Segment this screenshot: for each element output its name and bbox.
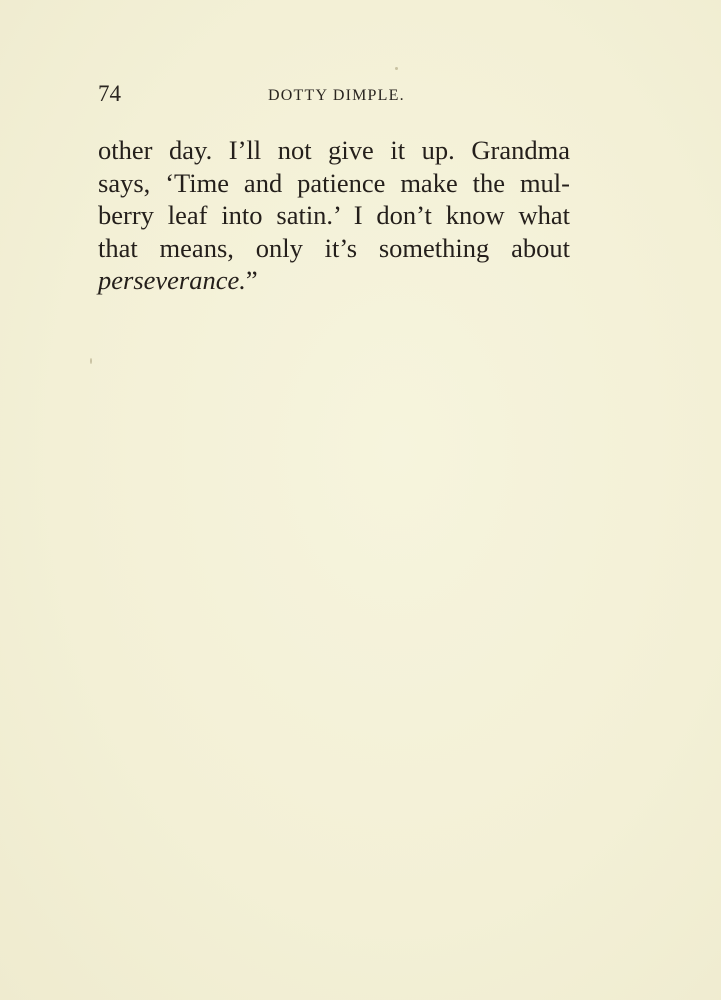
text-line: other day. I’ll not give it up. Grandma bbox=[98, 135, 570, 165]
body-text bbox=[98, 134, 570, 297]
text-line: says, ‘Time and patience make the mul- bbox=[98, 167, 570, 198]
running-title: DOTTY DIMPLE. bbox=[268, 87, 405, 104]
closing-quote: ” bbox=[245, 265, 258, 295]
paper-speck bbox=[395, 67, 398, 70]
paper-speck bbox=[90, 358, 92, 364]
text-line: berry leaf into satin.’ I don’t know what bbox=[98, 200, 570, 230]
page-header bbox=[98, 80, 568, 110]
text-line-last bbox=[98, 264, 570, 297]
italic-word: perseverance. bbox=[98, 265, 246, 295]
text-line: that means, only it’s something about bbox=[98, 232, 570, 263]
page-number: 74 bbox=[98, 81, 121, 106]
